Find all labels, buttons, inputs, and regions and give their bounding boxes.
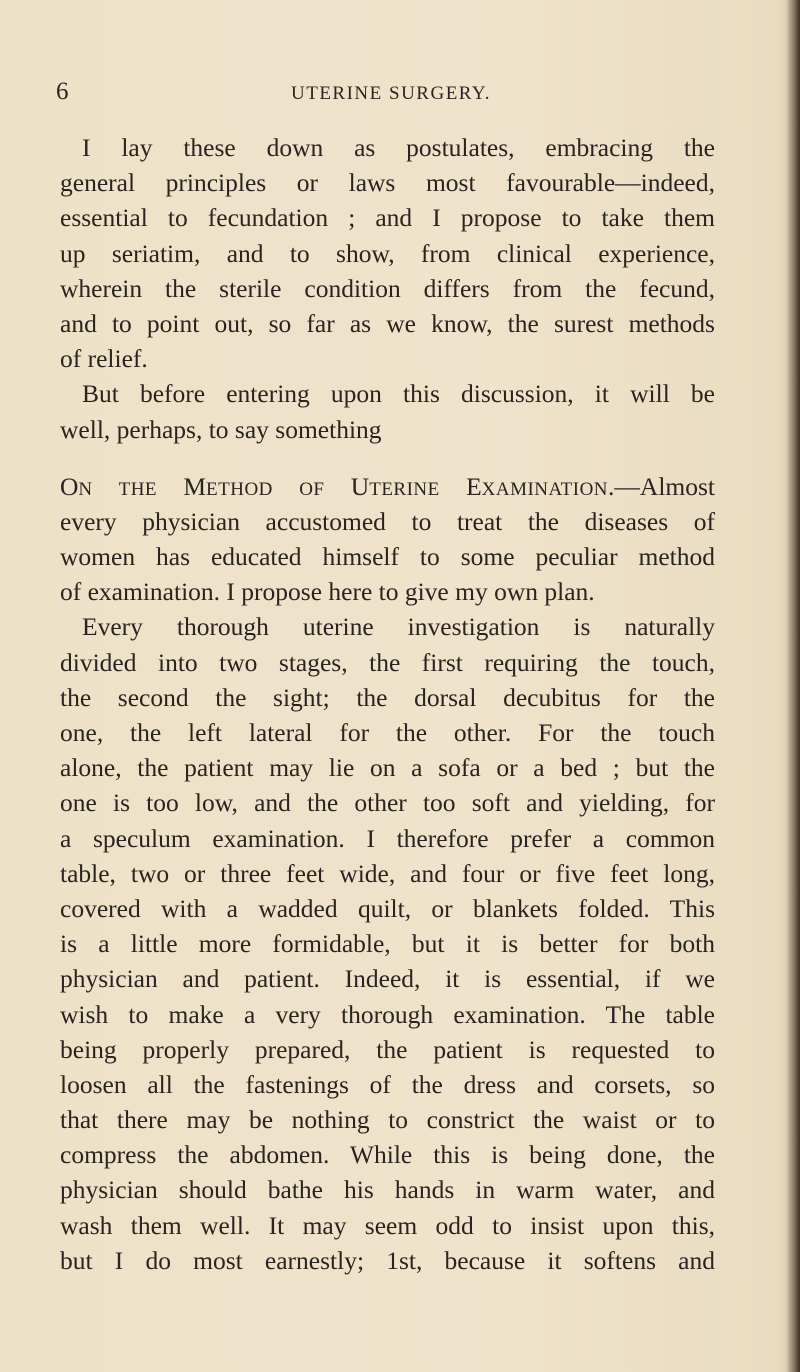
text-line: that there may be nothing to constrict the waist or to — [60, 1105, 715, 1135]
text-line: being properly prepared, the patient is requested to — [60, 1034, 715, 1064]
text-line: and to point out, so far as we know, the surest methods — [60, 308, 715, 338]
text-line: well, perhaps, to say something — [60, 414, 382, 444]
text-line: wherein the sterile condition differs from the fecund, — [60, 273, 715, 303]
text-line: general principles or laws most favourable—indeed, — [60, 168, 715, 198]
text-line: table, two or three feet wide, and four or five feet long, — [60, 858, 715, 888]
text-line: wish to make a very thorough examination. The table — [60, 999, 715, 1029]
text-line: the second the sight; the dorsal decubitus for the — [60, 682, 715, 712]
body-text — [60, 130, 715, 1278]
section-heading: ON THE METHOD OF UTERINE EXAMINATION — [60, 471, 609, 501]
text-line: but I do most earnestly; 1st, because it softens and — [60, 1245, 715, 1275]
text-line: every physician accustomed to treat the diseases of — [60, 506, 715, 536]
text-line: essential to fecundation ; and I propose to take them — [60, 203, 715, 233]
page-number: 6 — [56, 78, 70, 105]
text-line: I lay these down as postulates, embracing the — [82, 133, 715, 162]
text-line: physician and patient. Indeed, it is essential, if we — [60, 964, 715, 994]
text-line: divided into two stages, the first requiring the touch, — [60, 647, 715, 677]
page-edge-shadow — [786, 0, 800, 1372]
page-header — [56, 78, 756, 112]
section-spacer — [60, 447, 715, 469]
text-line: loosen all the fastenings of the dress and corsets, so — [60, 1069, 715, 1099]
text-line: physician should bathe his hands in warm water, and — [60, 1175, 715, 1205]
text-line: covered with a wadded quilt, or blankets folded. This — [60, 893, 715, 923]
text-line: women has educated himself to some peculiar method — [60, 542, 715, 572]
text-line: up seriatim, and to show, from clinical experience, — [60, 238, 715, 268]
running-head: UTERINE SURGERY. — [291, 83, 491, 104]
text-line: of relief. — [60, 344, 148, 374]
section-first-line-tail: .—Almost — [608, 471, 715, 501]
text-line: a speculum examination. I therefore prefer a common — [60, 823, 715, 853]
text-line: alone, the patient may lie on a sofa or a bed ; but the — [60, 753, 715, 783]
text-line: compress the abdomen. While this is being done, the — [60, 1140, 715, 1170]
text-line: But before entering upon this discussion, it will be — [82, 379, 715, 409]
text-line: wash them well. It may seem odd to insist upon this, — [60, 1210, 715, 1240]
text-line: is a little more formidable, but it is better for both — [60, 929, 715, 959]
section-heading-line — [60, 469, 715, 504]
text-line: one is too low, and the other too soft and yielding, for — [60, 788, 715, 818]
text-line: of examination. I propose here to give my own plan. — [60, 577, 595, 607]
text-line: Every thorough uterine investigation is naturally — [82, 612, 715, 642]
text-line: one, the left lateral for the other. For the touch — [60, 718, 715, 747]
